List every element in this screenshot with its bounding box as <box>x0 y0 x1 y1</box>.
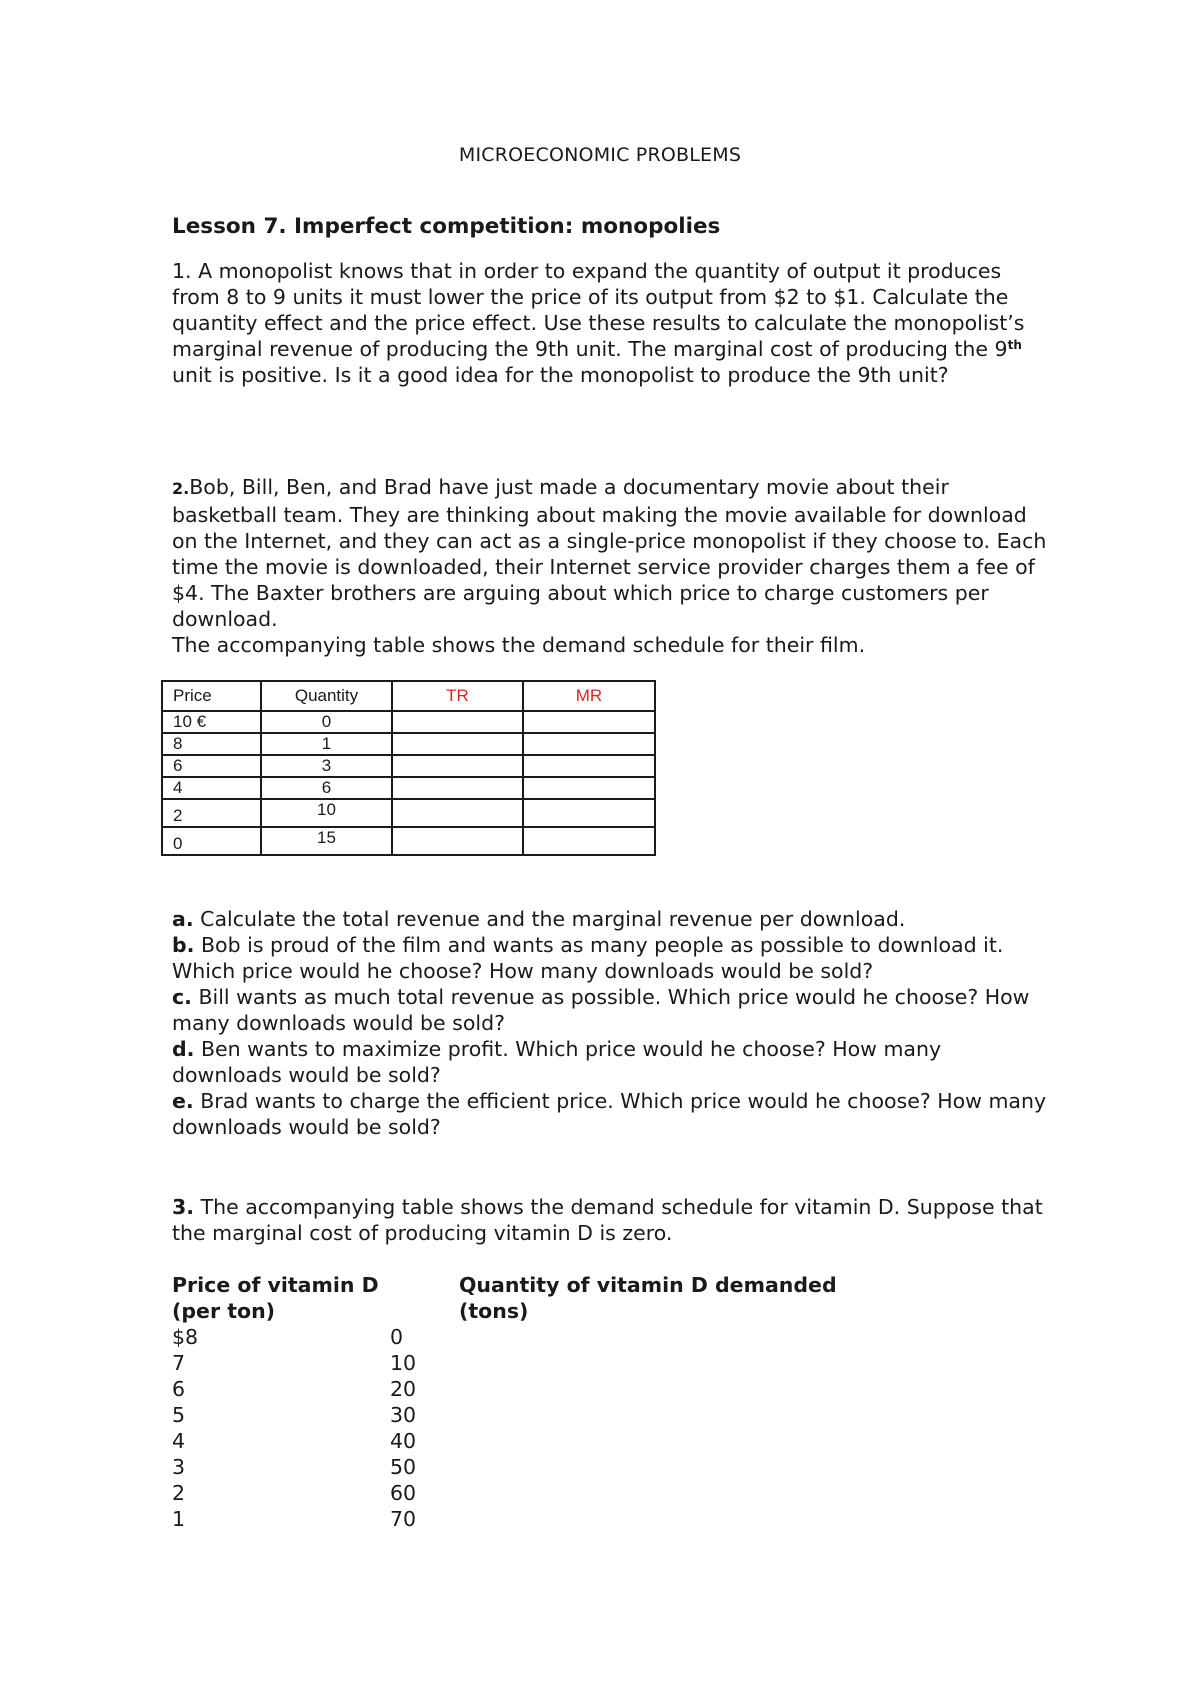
table-row <box>162 755 655 777</box>
cell-tr <box>392 733 523 755</box>
cell-mr <box>523 733 655 755</box>
vitamin-price: 1 <box>172 1507 186 1531</box>
table-row <box>162 777 655 799</box>
problem-2-questions <box>172 906 1052 1140</box>
table-row <box>162 799 655 827</box>
problem-2 <box>172 474 1052 658</box>
cell-mr <box>523 755 655 777</box>
vitamin-quantity: 50 <box>390 1455 417 1479</box>
problem-2-table-intro: The accompanying table shows the demand schedule for their film. <box>172 633 866 657</box>
question-a: a. Calculate the total revenue and the marginal revenue per download. <box>172 907 906 931</box>
problem-2-text: 2.Bob, Bill, Ben, and Brad have just made a documentary movie about their basketball team. They are thinking about making the movie available for download on the Internet, and they can act as a single-price monopolist if they choose to. Each time the movie is downloaded, their Internet service provider charges them a fee of $4. The Baxter brothers are arguing about which price to charge customers per download. <box>172 475 1047 631</box>
header-quantity: Quantity <box>261 681 392 711</box>
header-price: Price <box>162 681 261 711</box>
cell-quantity: 3 <box>261 755 392 777</box>
question-b: b. Bob is proud of the film and wants as many people as possible to download it. Which price would he choose? How many downloads would be sold? <box>172 933 1004 983</box>
vitamin-quantity-header-1: Quantity of vitamin D demanded <box>459 1273 837 1297</box>
cell-mr <box>523 799 655 827</box>
vitamin-price-header-2: (per ton) <box>172 1299 276 1323</box>
vitamin-quantity: 30 <box>390 1403 417 1427</box>
cell-price: 10 € <box>162 711 261 733</box>
demand-schedule-table <box>161 680 656 856</box>
cell-quantity: 15 <box>261 827 392 855</box>
problem-1 <box>172 258 1052 388</box>
cell-tr <box>392 755 523 777</box>
problem-1-text: 1. A monopolist knows that in order to expand the quantity of output it produces from 8 to 9 units it must lower the price of its output from $2 to $1. Calculate the quantity effect and the price effect. Use these results to calculate the monopolist’s marginal revenue of producing the 9th unit. The marginal cost of producing the 9th unit is positive. Is it a good idea for the monopolist to produce the 9th unit? <box>172 259 1025 387</box>
vitamin-price: 6 <box>172 1377 186 1401</box>
question-e: e. Brad wants to charge the efficient price. Which price would he choose? How many downloads would be sold? <box>172 1089 1047 1139</box>
vitamin-price: $8 <box>172 1325 199 1349</box>
problem-3 <box>172 1194 1052 1246</box>
table-row <box>162 733 655 755</box>
table-row <box>162 827 655 855</box>
vitamin-price: 7 <box>172 1351 186 1375</box>
vitamin-quantity: 60 <box>390 1481 417 1505</box>
vitamin-quantity: 20 <box>390 1377 417 1401</box>
cell-price: 8 <box>162 733 261 755</box>
cell-quantity: 6 <box>261 777 392 799</box>
cell-tr <box>392 827 523 855</box>
vitamin-price: 5 <box>172 1403 186 1427</box>
cell-price: 2 <box>162 799 261 827</box>
cell-price: 6 <box>162 755 261 777</box>
problem-2-number: 2. <box>172 479 190 498</box>
document-title: MICROECONOMIC PROBLEMS <box>458 144 742 166</box>
cell-quantity: 0 <box>261 711 392 733</box>
lesson-heading: Lesson 7. Imperfect competition: monopolies <box>172 214 721 239</box>
problem-3-text: 3. The accompanying table shows the demand schedule for vitamin D. Suppose that the marginal cost of producing vitamin D is zero. <box>172 1195 1043 1245</box>
cell-mr <box>523 711 655 733</box>
vitamin-quantity: 40 <box>390 1429 417 1453</box>
cell-price: 0 <box>162 827 261 855</box>
cell-quantity: 1 <box>261 733 392 755</box>
vitamin-quantity: 70 <box>390 1507 417 1531</box>
cell-quantity: 10 <box>261 799 392 827</box>
vitamin-quantity: 10 <box>390 1351 417 1375</box>
vitamin-quantity-header-2: (tons) <box>459 1299 529 1323</box>
problem-3-number: 3. <box>172 1195 195 1219</box>
table-row <box>162 711 655 733</box>
question-d: d. Ben wants to maximize profit. Which price would he choose? How many downloads would be sold? <box>172 1037 942 1087</box>
vitamin-price: 2 <box>172 1481 186 1505</box>
cell-tr <box>392 799 523 827</box>
question-c: c. Bill wants as much total revenue as possible. Which price would he choose? How many downloads would be sold? <box>172 985 1030 1035</box>
vitamin-price-header-1: Price of vitamin D <box>172 1273 379 1297</box>
cell-tr <box>392 711 523 733</box>
header-mr: MR <box>523 681 655 711</box>
cell-tr <box>392 777 523 799</box>
vitamin-quantity: 0 <box>390 1325 404 1349</box>
table-header-row <box>162 681 655 711</box>
cell-price: 4 <box>162 777 261 799</box>
cell-mr <box>523 827 655 855</box>
header-tr: TR <box>392 681 523 711</box>
vitamin-price: 4 <box>172 1429 186 1453</box>
vitamin-price: 3 <box>172 1455 186 1479</box>
cell-mr <box>523 777 655 799</box>
